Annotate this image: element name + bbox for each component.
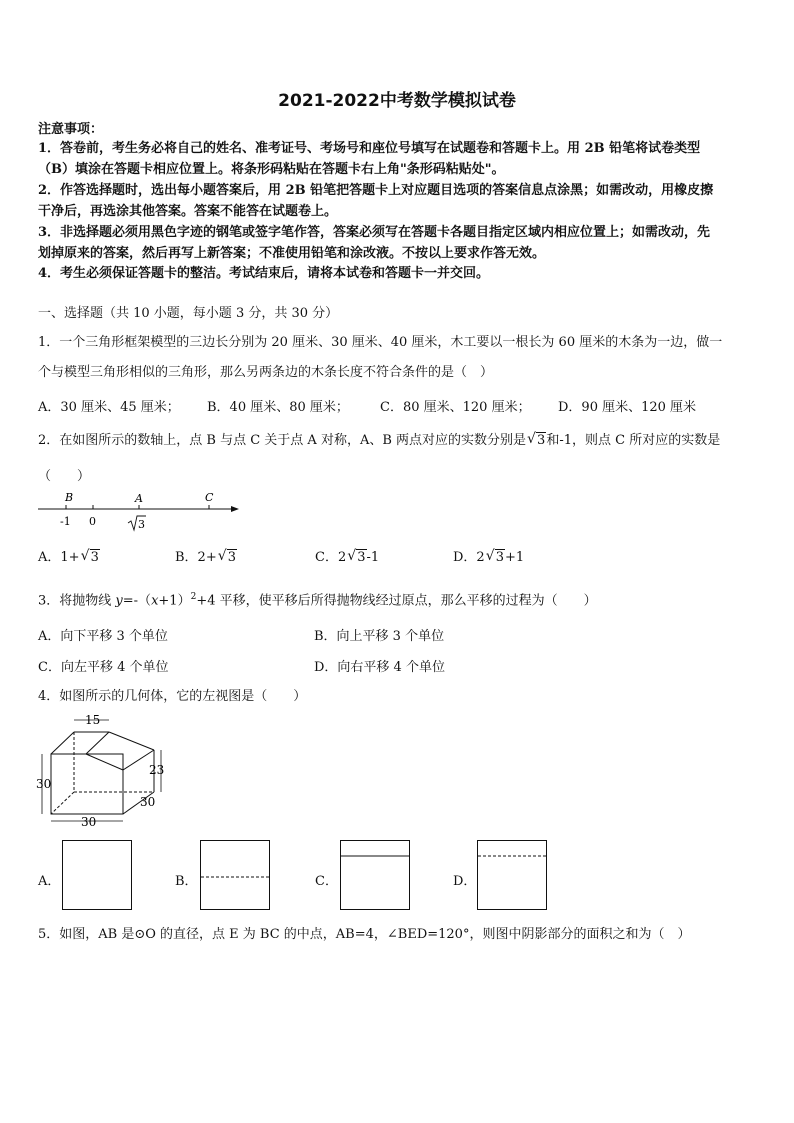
q3-stem: 3．将抛物线 $y=-(x+1)^2+4$ 平移，使平移后所得抛物线经过原点，那么平移的过程为（ ） — [38, 592, 597, 609]
q4-option-b-figure — [200, 840, 271, 911]
notice-line: （B）填涂在答题卡相应位置上。将条形码粘贴在答题卡右上角"条形码粘贴处"。 — [38, 162, 505, 177]
tick-label-sqrt3: 3 — [138, 518, 145, 531]
q4-option-d-label: D． — [453, 874, 477, 889]
front-face — [51, 754, 123, 814]
notice-line: 1．答卷前，考生务必将自己的姓名、准考证号、考场号和座位号填写在试题卷和答题卡上。用 2B 铅笔将试卷类型 — [38, 141, 701, 156]
q4-option-a-figure — [62, 840, 133, 911]
point-c-label: C — [205, 491, 214, 504]
q4-option-c-label: C． — [315, 874, 338, 889]
edge — [51, 732, 74, 754]
dim-right: 23 — [149, 763, 165, 777]
q3-option-c: C．向左平移 4 个单位 — [38, 660, 169, 675]
q3-option-d: D．向右平移 4 个单位 — [314, 660, 445, 675]
arrow-icon — [231, 506, 239, 512]
q2-option-b: B．2+ √ 3 — [175, 548, 236, 565]
q1-option-a: A．30 厘米、45 厘米； — [38, 400, 180, 415]
q4-option-d-figure — [477, 840, 548, 911]
q2-option-a: A．1+ √ 3 — [38, 548, 99, 565]
dim-top: 15 — [85, 713, 101, 727]
q3-option-b: B．向上平移 3 个单位 — [314, 629, 445, 644]
radicand: 3 — [537, 433, 546, 448]
dim-left: 30 — [36, 777, 52, 791]
tick-label-zero: 0 — [89, 515, 96, 528]
notice-heading: 注意事项： — [38, 122, 104, 137]
q4-option-b-label: B． — [175, 874, 198, 889]
q3-option-a: A．向下平移 3 个单位 — [38, 629, 168, 644]
q2-option-d: D．2 √ 3+1 — [453, 548, 525, 565]
q1-stem-line2: 个与模型三角形相似的三角形，那么另两条边的木条长度不符合条件的是（ ） — [38, 365, 494, 380]
q4-option-a-label: A． — [38, 874, 61, 889]
edge — [86, 754, 123, 770]
q2-stem-text-a: 2．在如图所示的数轴上，点 B 与点 C 关于点 A 对称，A、B 两点对应的实数分别是 — [38, 433, 527, 448]
section-heading: 一、选择题（共 10 小题，每小题 3 分，共 30 分） — [38, 306, 339, 321]
q2-option-c: C．2 √ 3-1 — [315, 548, 380, 565]
solid-figure — [34, 712, 174, 830]
notice-line: 划掉原来的答案，然后再写上新答案；不准使用铅笔和涂改液。不按以上要求作答无效。 — [38, 246, 546, 261]
edge — [109, 732, 154, 750]
dim-bottom: 30 — [81, 815, 97, 829]
edge — [86, 732, 109, 754]
point-b-label: B — [65, 491, 74, 504]
q1-option-c: C．80 厘米、120 厘米； — [380, 400, 531, 415]
hidden-edge — [51, 792, 74, 814]
notice-line: 干净后，再选涂其他答案。答案不能答在试题卷上。 — [38, 204, 338, 219]
sqrt-expression: √ 3 — [527, 431, 546, 448]
q4-stem: 4．如图所示的几何体，它的左视图是（ ） — [38, 689, 307, 704]
paper-title: 2021-2022中考数学模拟试卷 — [278, 91, 516, 111]
q1-option-b: B．40 厘米、80 厘米； — [207, 400, 349, 415]
notice-line: 4．考生必须保证答题卡的整洁。考试结束后，请将本试卷和答题卡一并交回。 — [38, 266, 490, 281]
q1-stem-line1: 1．一个三角形框架模型的三边长分别为 20 厘米、30 厘米、40 厘米，木工要以一根长为 60 厘米的木条为一边，做一 — [38, 335, 723, 350]
q2-stem-text-b: 和-1，则点 C 所对应的实数是 — [546, 433, 721, 448]
notice-line: 2．作答选择题时，选出每小题答案后，用 2B 铅笔把答题卡上对应题目选项的答案信息点涂黑；如需改动，用橡皮擦 — [38, 183, 714, 198]
tick-label-neg-one: -1 — [60, 515, 71, 528]
point-a-label: A — [135, 492, 143, 505]
q4-option-c-figure — [340, 840, 411, 911]
notice-line: 3．非选择题必须用黑色字迹的钢笔或签字笔作答，答案必须写在答题卡各题目指定区域内相应位置上；如需改动，先 — [38, 225, 711, 240]
dim-depth: 30 — [140, 795, 156, 809]
q1-option-d: D．90 厘米、120 厘米 — [558, 400, 697, 415]
number-line-figure — [36, 488, 246, 536]
q2-stem-line2: （ ） — [38, 469, 91, 484]
q5-stem: 5．如图，AB 是⊙O 的直径，点 E 为 BC 的中点，AB=4，∠BED=120°，则图中阴影部分的面积之和为（ ） — [38, 927, 691, 942]
q2-stem-line1 — [38, 432, 720, 450]
